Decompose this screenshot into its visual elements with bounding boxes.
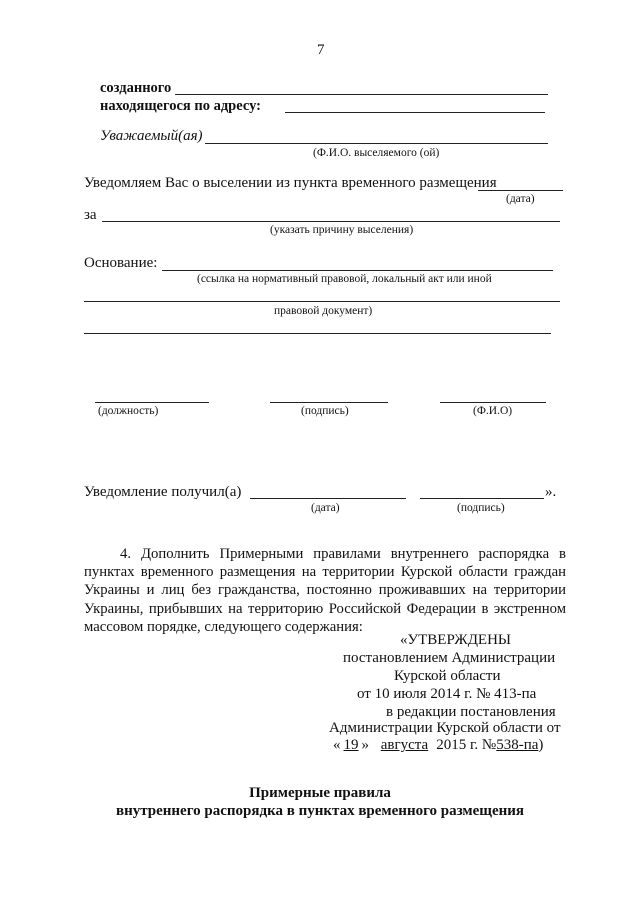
located-label: находящегося по адресу: <box>100 98 261 114</box>
fio-evicted-caption: (Ф.И.О. выселяемого (ой) <box>313 147 440 159</box>
approval-day: 19 <box>343 737 359 753</box>
basis-blank <box>162 270 553 271</box>
date-caption: (дата) <box>506 193 535 205</box>
page-number: 7 <box>317 42 325 58</box>
basis-blank-3 <box>84 333 551 334</box>
created-blank <box>175 94 548 95</box>
signature-caption: (подпись) <box>301 405 349 417</box>
address-blank <box>285 112 545 113</box>
dear-blank <box>205 143 548 144</box>
received-label: Уведомление получил(а) <box>84 484 242 500</box>
position-blank <box>95 402 209 403</box>
received-signature-blank <box>420 498 544 499</box>
basis-caption-2: правовой документ) <box>274 305 373 317</box>
approval-number: 538-па <box>496 737 539 753</box>
approval-paren: ) <box>538 737 544 753</box>
basis-blank-2 <box>84 301 560 302</box>
date-open-quote: « <box>333 737 341 753</box>
date-close-quote: » <box>361 737 369 753</box>
approval-line-1: «УТВЕРЖДЕНЫ <box>400 632 512 648</box>
fio-blank <box>440 402 546 403</box>
position-caption: (должность) <box>98 405 159 417</box>
received-signature-caption: (подпись) <box>457 502 505 514</box>
reason-caption: (указать причину выселения) <box>270 224 414 236</box>
approval-year: 2015 г. № <box>436 737 497 753</box>
approval-line-5: в редакции постановления <box>386 704 556 720</box>
created-label: созданного <box>100 80 172 96</box>
paragraph-4: 4. Дополнить Примерными правилами внутреннего распорядка в пунктах временного размещения на территории Курской области граждан Украины и лиц без гражданства, постоянно проживавших на территории Украины, прибывших на территорию Российской Федерации в экстренном массовом порядке, следующего содержания: <box>84 546 566 635</box>
approval-line-3: Курской области <box>394 668 501 684</box>
reason-blank <box>102 221 560 222</box>
rules-title-line-2: внутреннего распорядка в пунктах временного размещения <box>115 803 525 819</box>
received-end: ». <box>545 484 557 500</box>
dear-label: Уважаемый(ая) <box>100 128 203 144</box>
approval-line-2: постановлением Администрации <box>343 650 556 666</box>
basis-label: Основание: <box>84 255 158 271</box>
rules-title-line-1: Примерные правила <box>249 785 391 801</box>
approval-line-4: от 10 июля 2014 г. № 413-па <box>357 686 537 702</box>
approval-line-6: Администрации Курской области от <box>329 720 561 736</box>
approval-month: августа <box>380 737 429 753</box>
signature-blank <box>270 402 388 403</box>
notify-date-blank <box>478 190 563 191</box>
received-date-caption: (дата) <box>311 502 340 514</box>
for-label: за <box>84 207 97 223</box>
approval-date-line <box>333 737 543 754</box>
notify-text: Уведомляем Вас о выселении из пункта временного размещения <box>84 175 497 191</box>
basis-caption-1: (ссылка на нормативный правовой, локальный акт или иной <box>197 273 492 285</box>
received-date-blank <box>250 498 406 499</box>
fio-caption: (Ф.И.О) <box>473 405 513 417</box>
